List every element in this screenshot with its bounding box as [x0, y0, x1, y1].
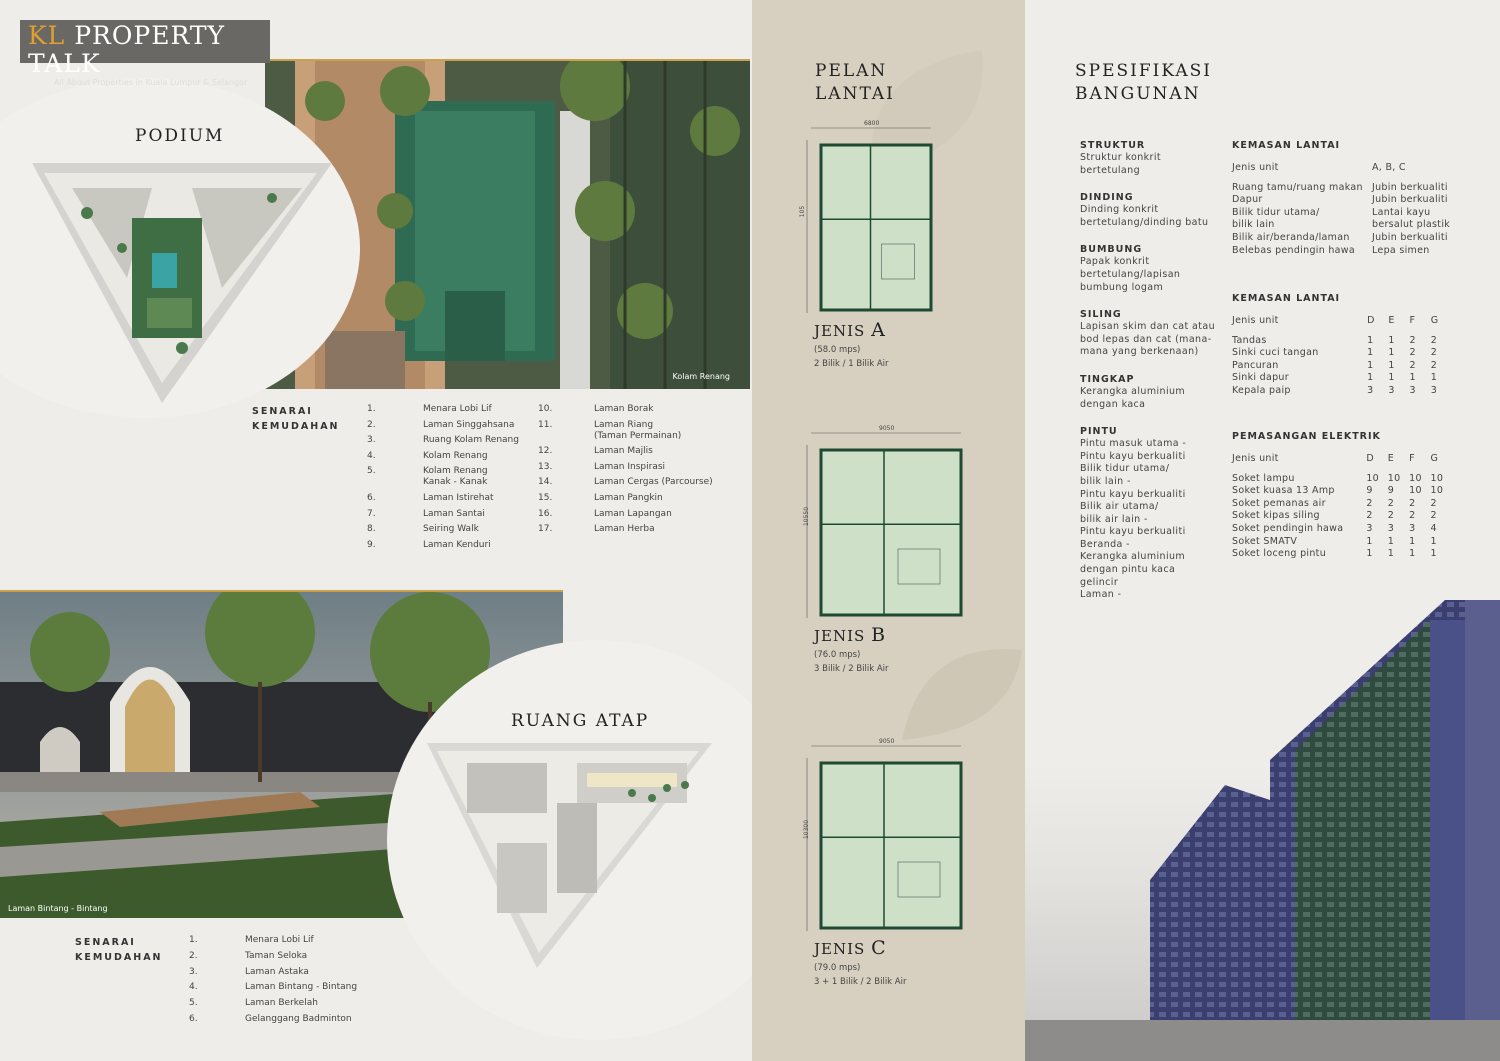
table-spacer-row [1232, 328, 1452, 335]
table-cell: Jenis unit [1232, 315, 1279, 326]
list-item [367, 404, 537, 415]
spec-heading: BUMBUNG [1080, 244, 1143, 256]
table-cell: 9 [1366, 485, 1373, 497]
floorplan-title-line: PELAN [815, 61, 888, 81]
list-item-number: 3. [367, 435, 376, 446]
table-cell: Soket kuasa 13 Amp [1232, 485, 1335, 497]
list-item-number: 2. [367, 419, 376, 430]
floor-finish-2-table [1232, 315, 1452, 398]
table-cell [1232, 328, 1367, 335]
spec-heading: SILING [1080, 309, 1122, 321]
spec-title [1075, 60, 1212, 106]
spec-text: Dinding konkrit bertetulang/dinding batu [1080, 204, 1209, 228]
floorplan-type-letter: C [871, 937, 887, 959]
logo-title: PROPERTY TALK [28, 21, 226, 78]
floorplan-type-prefix: JENIS [814, 627, 866, 645]
table-cell: Soket pendingin hawa [1232, 522, 1344, 534]
floorplan-area: (58.0 mps) [814, 345, 861, 355]
table-cell: Soket SMATV [1232, 535, 1298, 547]
list-item [367, 466, 537, 488]
list-item-label: Laman Lapangan [594, 508, 672, 519]
table-cell: 10 [1430, 485, 1444, 497]
list-item-label: Laman Singgahsana [423, 419, 515, 430]
list-item-label: Menara Lobi Lif [423, 404, 492, 414]
table-cell: Jubin berkualiti [1372, 231, 1448, 243]
list-item-number: 4. [367, 450, 376, 461]
table-cell [1388, 328, 1409, 335]
table-cell: 1 [1409, 372, 1416, 384]
floor-finish-1 [1232, 139, 1462, 257]
list-item-label: Seiring Walk [423, 524, 479, 535]
list-item-number: 7. [367, 508, 376, 519]
table-cell: 1 [1388, 359, 1395, 371]
list-item-label: Laman Kenduri [423, 539, 491, 550]
table-cell [1410, 328, 1431, 335]
list-item-number: 14. [538, 477, 553, 488]
table-cell: Kepala paip [1232, 384, 1291, 396]
spec-item [1080, 308, 1220, 359]
roof-site-plan [427, 743, 717, 973]
list-item [189, 967, 439, 978]
table-cell: 1 [1409, 535, 1416, 547]
table-row [1232, 335, 1452, 348]
pool-caption: Kolam Renang [672, 372, 730, 381]
table-cell: Lepa simen [1372, 244, 1430, 256]
list-item-number: 6. [189, 1013, 198, 1024]
table-row [1232, 360, 1452, 373]
floorplan-height-label: 105 [799, 205, 807, 217]
spec-item [1080, 373, 1220, 411]
table-cell: 2 [1387, 497, 1395, 509]
floorplan-type-prefix: JENIS [814, 940, 866, 958]
list-item [367, 493, 537, 504]
floor-finish-2-heading: KEMASAN LANTAI [1232, 293, 1341, 304]
table-cell: G [1430, 453, 1439, 464]
podium-list-col1 [367, 404, 537, 555]
list-item [367, 435, 537, 446]
table-cell: 2 [1409, 334, 1416, 346]
floorplan-drawing-wrap [799, 425, 969, 620]
floorplan-width-label: 9050 [879, 425, 895, 432]
podium-site-plan [32, 158, 332, 408]
podium-list-title [252, 404, 340, 434]
table-cell: 2 [1366, 510, 1373, 522]
floorplan-rooms: 3 Bilik / 2 Bilik Air [814, 664, 889, 674]
floorplan-drawing-wrap [799, 120, 969, 315]
table-cell: G [1430, 315, 1439, 326]
table-cell: 3 [1388, 384, 1395, 396]
table-row [1232, 207, 1462, 232]
list-item [538, 462, 738, 473]
table-cell: 3 [1409, 522, 1416, 534]
list-title-line: SENARAI [252, 406, 313, 417]
table-cell: Belebas pendingin hawa [1232, 244, 1355, 256]
list-item-label: Gelanggang Badminton [245, 1013, 352, 1024]
table-row [1232, 536, 1452, 549]
list-item-label: Laman Santai [423, 508, 485, 519]
roof-title: RUANG ATAP [511, 711, 650, 731]
spec-title-line: SPESIFIKASI [1075, 61, 1213, 81]
list-item [367, 451, 537, 462]
list-item-label: Laman Borak [594, 404, 654, 414]
floorplan-width-label: 6800 [864, 120, 880, 127]
list-item-label: Laman Istirehat [423, 492, 494, 503]
list-item [538, 509, 738, 520]
table-cell: Dapur [1232, 194, 1263, 206]
list-item-number: 2. [189, 950, 198, 961]
table-cell: 2 [1366, 497, 1373, 509]
floor-finish-2 [1232, 292, 1452, 398]
table-cell: Jubin berkualiti [1372, 194, 1448, 206]
table-row [1232, 182, 1462, 195]
list-item [189, 951, 439, 962]
table-cell: 3 [1430, 384, 1438, 396]
spec-text: Papak konkrit bertetulang/lapisan bumbung logam [1080, 256, 1181, 293]
table-cell: A, B, C [1372, 162, 1406, 173]
table-cell: F [1409, 315, 1416, 326]
floorplan-width-label: 9050 [879, 738, 895, 745]
table-cell: 1 [1367, 347, 1374, 359]
list-item [367, 524, 537, 535]
list-item-number: 6. [367, 492, 376, 503]
table-cell: Ruang tamu/ruang makan [1232, 181, 1363, 193]
electrical [1232, 430, 1452, 561]
floorplan-type-letter: B [871, 624, 887, 646]
table-cell [1232, 175, 1372, 182]
table-row [1232, 194, 1462, 207]
list-title-line: KEMUDAHAN [75, 952, 163, 963]
list-item-number: 10. [538, 404, 553, 414]
spec-heading: PINTU [1080, 426, 1118, 438]
table-cell: 2 [1409, 347, 1416, 359]
table-cell: Bilik air/beranda/laman [1232, 231, 1350, 243]
table-cell: 1 [1388, 334, 1395, 346]
list-item-label: Laman Pangkin [594, 492, 663, 503]
table-cell: 3 [1409, 384, 1416, 396]
table-cell: 1 [1367, 334, 1374, 346]
list-item [189, 982, 439, 993]
list-item-number: 16. [538, 508, 553, 519]
spec-heading: TINGKAP [1080, 373, 1135, 385]
list-item [367, 540, 537, 551]
table-row [1232, 347, 1452, 360]
spec-title-line: BANGUNAN [1075, 84, 1201, 104]
table-cell [1232, 466, 1366, 473]
table-cell: 1 [1430, 372, 1438, 384]
table-cell: 2 [1430, 359, 1438, 371]
list-item [189, 998, 439, 1009]
list-item-number: 5. [367, 466, 376, 477]
table-cell: 1 [1387, 535, 1395, 547]
floorplan-type-label [814, 624, 984, 646]
list-item [189, 935, 439, 946]
list-item [538, 404, 738, 415]
table-row [1232, 372, 1452, 385]
table-row [1232, 232, 1462, 245]
spec-item [1080, 243, 1220, 294]
floorplan-area: (76.0 mps) [814, 650, 861, 660]
floorplan-height-label: 10300 [803, 819, 811, 839]
floorplan-type-b [803, 425, 984, 676]
roof-list-title [75, 935, 163, 965]
table-cell: Jubin berkualiti [1372, 181, 1448, 193]
table-cell: 1 [1367, 359, 1374, 371]
table-cell [1366, 466, 1387, 473]
table-cell [1431, 328, 1452, 335]
logo [20, 20, 270, 87]
table-cell: 3 [1366, 522, 1373, 534]
table-spacer-row [1232, 175, 1462, 182]
table-cell: Tandas [1232, 334, 1267, 346]
table-row [1232, 485, 1452, 498]
table-cell: 10 [1430, 472, 1444, 484]
list-item-label: Laman Riang (Taman Permainan) [594, 419, 682, 441]
floorplan-area: (79.0 mps) [814, 963, 861, 973]
list-item-number: 3. [189, 966, 198, 977]
list-item-number: 4. [189, 982, 198, 993]
table-cell: D [1366, 453, 1374, 464]
table-row [1232, 245, 1462, 258]
podium-title: PODIUM [135, 126, 225, 146]
table-cell [1367, 328, 1388, 335]
spec-page [1025, 0, 1500, 1061]
table-cell: Lantai kayu bersalut plastik [1372, 206, 1451, 231]
floorplan-type-letter: A [871, 319, 886, 341]
table-cell: 10 [1409, 485, 1422, 497]
table-row [1232, 510, 1452, 523]
floorplan-type-label [814, 319, 984, 341]
table-cell: E [1388, 315, 1395, 326]
floorplan-type-prefix: JENIS [814, 322, 866, 340]
floorplan-type-label [814, 937, 984, 959]
floor-plan-page [752, 0, 1025, 1061]
floorplan-title [815, 60, 895, 106]
table-cell: 3 [1387, 522, 1395, 534]
floorplan-drawing-wrap [799, 738, 969, 933]
logo-kl: KL [28, 21, 66, 50]
table-header-row [1232, 162, 1462, 175]
table-cell: 1 [1430, 548, 1437, 560]
floorplan-rooms: 3 + 1 Bilik / 2 Bilik Air [814, 977, 907, 987]
table-cell: 1 [1366, 548, 1373, 560]
list-item-number: 8. [367, 524, 376, 535]
floorplan-height-label: 10550 [803, 506, 811, 526]
table-cell: 9 [1387, 485, 1395, 497]
list-item [367, 509, 537, 520]
list-item-label: Menara Lobi Lif [245, 935, 314, 945]
list-item [538, 493, 738, 504]
table-cell: 2 [1430, 510, 1437, 522]
table-cell [1431, 466, 1452, 473]
list-item-number: 12. [538, 446, 553, 457]
list-item-label: Laman Berkelah [245, 998, 318, 1009]
floorplan-type-c [803, 738, 984, 989]
list-item-number: 1. [189, 935, 198, 945]
table-cell: 2 [1430, 347, 1438, 359]
floor-finish-1-heading: KEMASAN LANTAI [1232, 140, 1341, 151]
table-row [1232, 498, 1452, 511]
list-item-label: Laman Inspirasi [594, 461, 666, 472]
table-cell: 2 [1409, 359, 1416, 371]
list-item-label: Kolam Renang Kanak - Kanak [423, 466, 488, 488]
list-item [538, 446, 738, 457]
table-cell: Soket lampu [1232, 472, 1295, 484]
spec-text: Kerangka aluminium dengan kaca [1080, 385, 1186, 410]
list-item-number: 13. [538, 461, 553, 472]
table-cell: 3 [1367, 384, 1374, 396]
table-row [1232, 385, 1452, 398]
list-item-label: Laman Cergas (Parcourse) [594, 477, 713, 488]
table-spacer-row [1232, 466, 1452, 473]
floorplan-drawing [799, 120, 969, 315]
building-illustration [1025, 600, 1500, 1061]
spec-item [1080, 425, 1220, 614]
list-item [538, 420, 738, 442]
table-cell: 1 [1388, 372, 1395, 384]
table-cell: 10 [1366, 472, 1380, 484]
spec-item [1080, 191, 1220, 229]
spec-text: Pintu masuk utama - Pintu kayu berkualiti Bilik tidur utama/ bilik lain - Pintu kayu berkualiti Bilik air utama/ bilik air lain - Pintu kayu berkualiti Beranda - Kerangka aluminium dengan pintu kaca gelincir Laman - [1080, 438, 1187, 601]
table-cell: D [1367, 315, 1375, 326]
table-cell: Jenis unit [1232, 162, 1279, 173]
spec-heading: STRUKTUR [1080, 140, 1146, 151]
table-cell [1388, 466, 1409, 473]
table-cell: F [1409, 453, 1415, 464]
table-cell: 2 [1430, 497, 1437, 509]
floorplan-drawing [799, 425, 969, 620]
list-title-line: SENARAI [75, 937, 136, 948]
list-item-number: 9. [367, 539, 376, 550]
list-item-number: 5. [189, 998, 198, 1009]
table-cell: E [1387, 453, 1395, 464]
list-item-label: Laman Bintang - Bintang [245, 982, 358, 993]
list-item-number: 1. [367, 404, 376, 414]
building-photo [1025, 600, 1500, 1061]
table-cell: 1 [1367, 372, 1374, 384]
list-item [367, 420, 537, 431]
spec-item [1080, 139, 1220, 177]
list-item-label: Laman Astaka [245, 966, 309, 977]
floorplan-rooms: 2 Bilik / 1 Bilik Air [814, 359, 889, 369]
table-row [1232, 473, 1452, 486]
table-cell: Sinki cuci tangan [1232, 347, 1319, 359]
table-cell: 1 [1387, 548, 1395, 560]
table-cell: Bilik tidur utama/ bilik lain [1232, 206, 1320, 231]
podium-list-col2 [538, 404, 738, 540]
electrical-heading: PEMASANGAN ELEKTRIK [1232, 431, 1381, 442]
list-item-label: Ruang Kolam Renang [423, 435, 519, 446]
list-item-number: 15. [538, 492, 553, 503]
table-cell: Sinki dapur [1232, 372, 1289, 384]
table-cell: 1 [1430, 535, 1437, 547]
list-item-number: 11. [538, 419, 553, 430]
table-header-row [1232, 315, 1452, 328]
spec-text: Lapisan skim dan cat atau bod lepas dan cat (mana- mana yang berkenaan) [1080, 321, 1216, 358]
table-cell [1372, 175, 1462, 182]
spec-text: Struktur konkrit bertetulang [1080, 152, 1162, 176]
table-cell: Jenis unit [1232, 453, 1279, 464]
table-cell: 2 [1409, 510, 1416, 522]
list-item [189, 1014, 439, 1025]
table-cell: Soket kipas siling [1232, 510, 1320, 522]
table-cell: 2 [1387, 510, 1395, 522]
list-item-label: Laman Majlis [594, 446, 653, 457]
table-cell: 10 [1409, 472, 1422, 484]
table-row [1232, 523, 1452, 536]
table-row [1232, 548, 1452, 561]
electrical-table [1232, 453, 1452, 561]
spec-heading: DINDING [1080, 192, 1134, 204]
table-cell: 10 [1387, 472, 1401, 484]
table-cell: 1 [1388, 347, 1395, 359]
table-cell: 2 [1430, 334, 1438, 346]
floorplan-drawing [799, 738, 969, 933]
table-cell: 1 [1366, 535, 1373, 547]
floorplan-type-a [799, 120, 984, 371]
roof-list [189, 935, 439, 1030]
table-header-row [1232, 453, 1452, 466]
garden-caption: Laman Bintang - Bintang [8, 904, 108, 913]
table-cell: Pancuran [1232, 359, 1279, 371]
table-cell: 1 [1409, 548, 1416, 560]
table-cell: 2 [1409, 497, 1416, 509]
list-item-label: Taman Seloka [245, 950, 308, 961]
floorplan-title-line: LANTAI [815, 84, 895, 104]
table-cell [1409, 466, 1430, 473]
floor-finish-1-table [1232, 162, 1462, 257]
list-item-number: 17. [538, 524, 553, 535]
logo-subtitle: All About Properties in Kuala Lumpur & Selangor [54, 78, 248, 87]
list-item [538, 524, 738, 535]
table-cell: Soket loceng pintu [1232, 548, 1327, 560]
list-title-line: KEMUDAHAN [252, 421, 340, 432]
list-item [538, 477, 738, 488]
table-cell: Soket pemanas air [1232, 497, 1326, 509]
table-cell: 4 [1430, 522, 1437, 534]
list-item-label: Kolam Renang [423, 450, 488, 461]
list-item-label: Laman Herba [594, 524, 655, 535]
